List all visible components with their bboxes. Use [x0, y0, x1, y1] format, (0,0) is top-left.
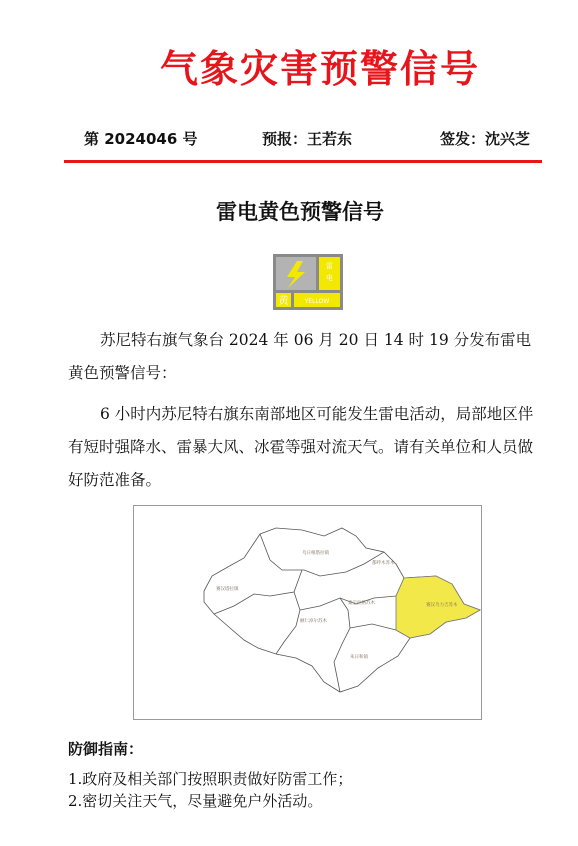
- guide-item: 2.密切关注天气，尽量避免户外活动。: [68, 792, 323, 810]
- region-label: 赛汉乌力吉苏木: [426, 603, 458, 608]
- warning-body-paragraph: 6 小时内苏尼特右旗东南部地区可能发生雷电活动，局部地区伴有短时强降水、雷暴大风、冰雹等强对流天气。请有关单位和人员做好防范准备。: [68, 405, 534, 489]
- issue-paragraph: 苏尼特右旗气象台 2024 年 06 月 20 日 14 时 19 分发布雷电黄色预警信号：: [68, 331, 532, 382]
- region-label: 赛汉塔拉镇: [216, 587, 239, 592]
- icon-bottom-right-label: YELLOW: [304, 298, 330, 305]
- forecaster: 预报：王若东: [262, 130, 353, 148]
- thunder-yellow-warning-icon: [273, 254, 343, 310]
- region-label: 都呼木苏木: [372, 561, 395, 566]
- document-header-title: 气象灾害预警信号: [159, 47, 480, 91]
- guide-item: 1.政府及相关部门按照职责做好防雷工作；: [68, 770, 353, 788]
- issue-number: 第 2024046 号: [84, 130, 198, 148]
- icon-top-char2: 电: [326, 274, 333, 282]
- icon-top-char1: 雷: [326, 262, 333, 270]
- issue-meta-row: [0, 128, 578, 152]
- region-label: 桑宝拉格苏木: [348, 601, 375, 606]
- header-divider: [64, 160, 542, 163]
- region-label: 朱日和镇: [350, 655, 368, 660]
- region-label: 额仁淖尔苏木: [300, 619, 327, 624]
- page-title: 雷电黄色预警信号: [216, 200, 384, 224]
- region-label: 乌日根塔拉镇: [302, 551, 329, 556]
- warning-area-map: [133, 505, 482, 720]
- signer: 签发：沈兴芝: [440, 130, 531, 148]
- icon-bottom-left-label: 黄: [278, 296, 289, 307]
- guide-title: 防御指南：: [68, 740, 144, 758]
